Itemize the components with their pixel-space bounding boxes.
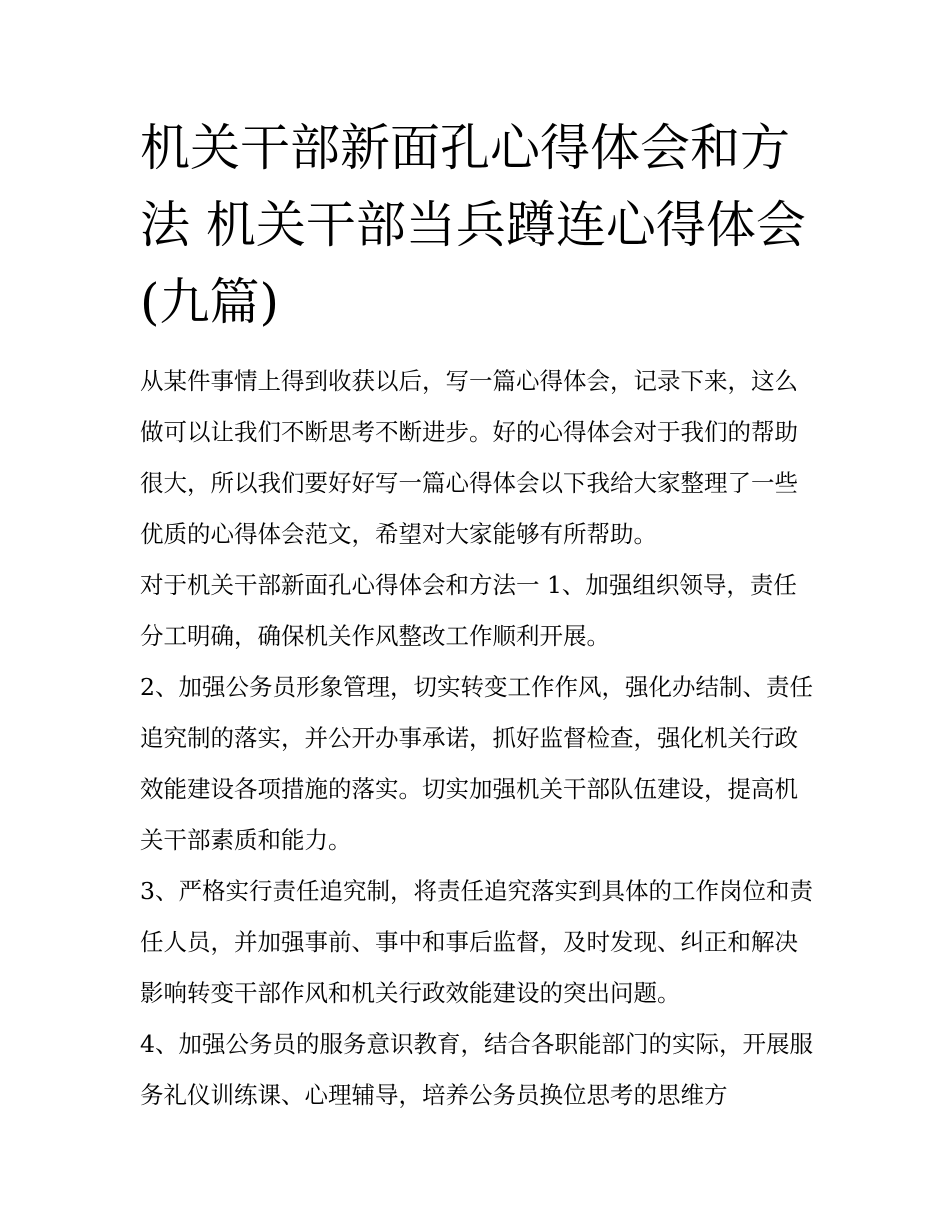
paragraph-item-3: 3、严格实行责任追究制，将责任追究落实到具体的工作岗位和责任人员，并加强事前、事中和事后监督，及时发现、纠正和解决影响转变干部作风和机关行政效能建设的突出问题。	[140, 877, 813, 1007]
paragraph-item-2: 2、加强公务员形象管理，切实转变工作作风，强化办结制、责任追究制的落实，并公开办事承诺，抓好监督检查，强化机关行政效能建设各项措施的落实。切实加强机关干部队伍建设，提高机关干部素质和能力。	[140, 673, 813, 854]
document-title: 机关干部新面孔心得体会和方法 机关干部当兵蹲连心得体会(九篇)	[140, 119, 806, 331]
document-body	[140, 356, 815, 1121]
paragraph-intro: 从某件事情上得到收获以后，写一篇心得体会，记录下来，这么做可以让我们不断思考不断进步。好的心得体会对于我们的帮助很大，所以我们要好好写一篇心得体会以下我给大家整理了一些优质的心得体会范文，希望对大家能够有所帮助。	[140, 367, 798, 548]
paragraph-item-1: 对于机关干部新面孔心得体会和方法一 1、加强组织领导，责任分工明确，确保机关作风整改工作顺利开展。	[140, 571, 797, 650]
document-page	[140, 110, 815, 1121]
paragraph-item-4: 4、加强公务员的服务意识教育，结合各职能部门的实际，开展服务礼仪训练课、心理辅导，培养公务员换位思考的思维方	[140, 1030, 813, 1109]
